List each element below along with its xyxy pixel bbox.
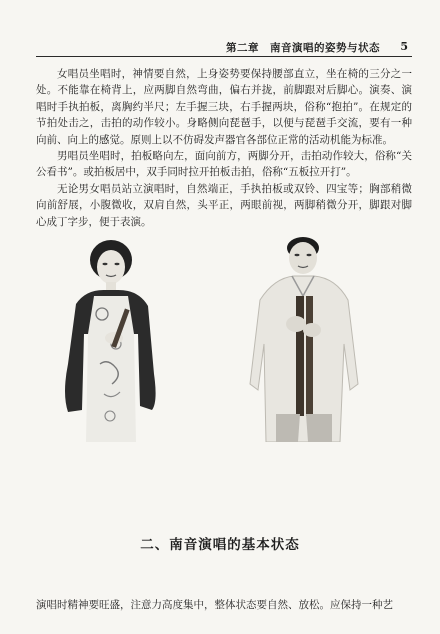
paragraph-male-seated: 男唱员坐唱时，拍板略向左，面向前方，两脚分开，击拍动作较大，俗称“关公看书”。或拍板居中，双手同时拉开拍板击拍，俗称“五板拉开打”。	[36, 150, 412, 179]
paragraph-standing: 无论男女唱员站立演唱时，自然端正，手执拍板或双铃、四宝等；胸部稍微向前舒展，小腹微收，双肩自然，头平正，两眼前视，两脚稍微分开，脚跟对脚心成丁字步，便于表演。	[36, 182, 412, 228]
page-number: 5	[400, 40, 408, 53]
paragraph-female-seated: 女唱员坐唱时，神情要自然，上身姿势要保持腰部直立，坐在椅的三分之一处。不能靠在椅背上，应两脚自然弯曲，偏右并拢，前脚跟对后脚心。演奏、演唱时手执拍板，离胸约半尺；左手握三块，右手握两块，俗称“抱拍”。在规定的节拍处击之，击拍的动作较小。身略侧向琵琶手，以便与琵琶手交流，要有一种向前、向上的感觉。原则上以不仿碍发声器官各部位正常的活动机能为标准。	[36, 68, 412, 146]
body-text	[36, 66, 412, 230]
section-paragraph: 演唱时精神要旺盛，注意力高度集中，整体状态要自然、放松。应保持一种艺	[36, 599, 393, 611]
male-singer-photo	[240, 234, 370, 442]
running-header	[36, 40, 412, 58]
header-rule	[36, 56, 412, 57]
chapter-title: 第二章 南音演唱的姿势与状态	[226, 42, 380, 54]
female-singer-photo	[56, 234, 166, 442]
section-title: 二、南音演唱的基本状态	[140, 537, 300, 553]
